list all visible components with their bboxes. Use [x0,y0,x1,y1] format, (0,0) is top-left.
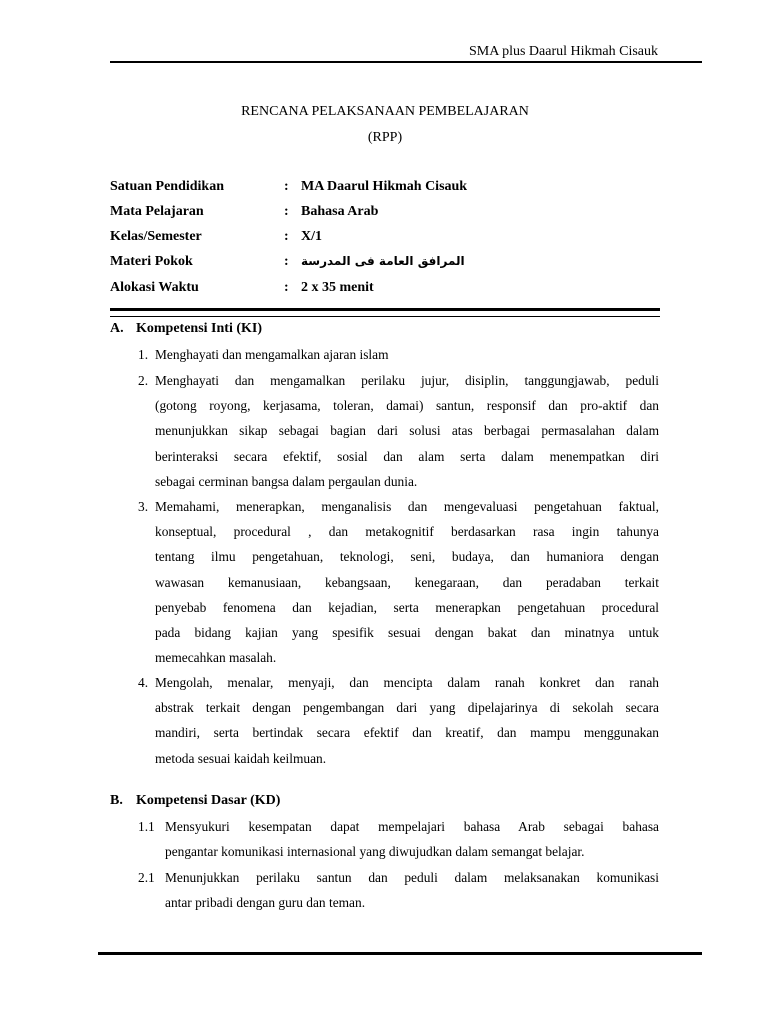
list-number: 3. [138,499,149,514]
info-value: Bahasa Arab [301,204,379,219]
list-number: 2.1 [138,870,155,885]
text-line: sebagai cerminan bangsa dalam pergaulan dunia. [155,473,418,489]
text-line: Menghayati dan mengamalkan perilaku jujur, disiplin, tanggungjawab, peduli [155,373,659,388]
list-number: 1. [138,347,149,362]
list-text [155,494,659,670]
header-school-name: SMA plus Daarul Hikmah Cisauk [469,44,658,59]
text-line: tentang ilmu pengetahuan, teknologi, seni, budaya, dan humaniora dengan [155,549,659,565]
document-subtitle: (RPP) [367,130,403,145]
info-colon: : [284,204,289,219]
text-line: berinteraksi secara efektif, sosial dan alam serta dalam menempatkan diri [155,448,659,464]
info-label: Mata Pelajaran [110,204,204,219]
list-text [165,814,659,864]
info-colon: : [284,280,289,295]
info-label: Materi Pokok [110,254,193,269]
text-line: memecahkan masalah. [155,650,277,666]
info-colon: : [284,179,289,194]
info-label: Kelas/Semester [110,229,202,244]
info-value: X/1 [301,229,322,244]
text-line: antar pribadi dengan guru dan teman. [165,895,366,911]
info-value: MA Daarul Hikmah Cisauk [301,179,468,194]
text-line: pada bidang kajian yang spesifik sesuai dengan bakat dan minatnya untuk [155,624,659,640]
section-title: Kompetensi Inti (KI) [136,321,262,336]
info-label: Alokasi Waktu [110,280,199,295]
text-line: menunjukkan sikap sebagai bagian dari solusi atas berbagai permasalahan dalam [155,423,659,439]
list-number: 1.1 [138,819,155,834]
list-number: 4. [138,675,149,690]
header-rule [110,61,702,63]
text-line: Menghayati dan mengamalkan ajaran islam [155,347,389,362]
text-line: abstrak terkait dengan pengembangan dari yang dipelajarinya di sekolah secara [155,700,659,716]
section-title: Kompetensi Dasar (KD) [136,793,281,808]
text-line: (gotong royong, kerjasama, toleran, damai) santun, responsif dan pro-aktif dan [155,398,659,414]
text-line: Memahami, menerapkan, menganalisis dan mengevaluasi pengetahuan faktual, [155,499,659,514]
section-divider [110,308,660,317]
section-b-heading [110,793,280,809]
info-value: 2 x 35 menit [301,280,374,295]
list-text [155,368,659,494]
text-line: Mengolah, menalar, menyaji, dan mencipta dalam ranah konkret dan ranah [155,675,659,690]
text-line: konseptual, procedural , dan metakognitif berdasarkan rasa ingin tahunya [155,524,659,540]
list-number: 2. [138,373,149,388]
text-line: mandiri, serta bertindak secara efektif dan kreatif, dan mampu menggunakan [155,725,659,741]
text-line: pengantar komunikasi internasional yang diwujudkan dalam semangat belajar. [165,844,585,860]
text-line: penyebab fenomena dan kejadian, serta menerapkan pengetahuan procedural [155,599,659,615]
list-text [165,865,659,915]
info-value-arabic: المرافق العامة فى المدرسة [301,254,465,268]
list-text [155,342,659,367]
text-line: Mensyukuri kesempatan dapat mempelajari bahasa Arab sebagai bahasa [165,819,659,834]
list-text [155,670,659,771]
section-letter: A. [110,321,124,336]
footer-rule [98,952,702,955]
section-a-heading [110,321,262,337]
text-line: wawasan kemanusiaan, kebangsaan, kenegaraan, dan peradaban terkait [155,574,659,590]
info-label: Satuan Pendidikan [110,179,224,194]
info-colon: : [284,229,289,244]
section-letter: B. [110,793,123,808]
text-line: Menunjukkan perilaku santun dan peduli dalam melaksanakan komunikasi [165,870,659,885]
text-line: metoda sesuai kaidah keilmuan. [155,750,327,766]
info-colon: : [284,254,289,269]
document-title: RENCANA PELAKSANAAN PEMBELAJARAN [241,104,529,119]
